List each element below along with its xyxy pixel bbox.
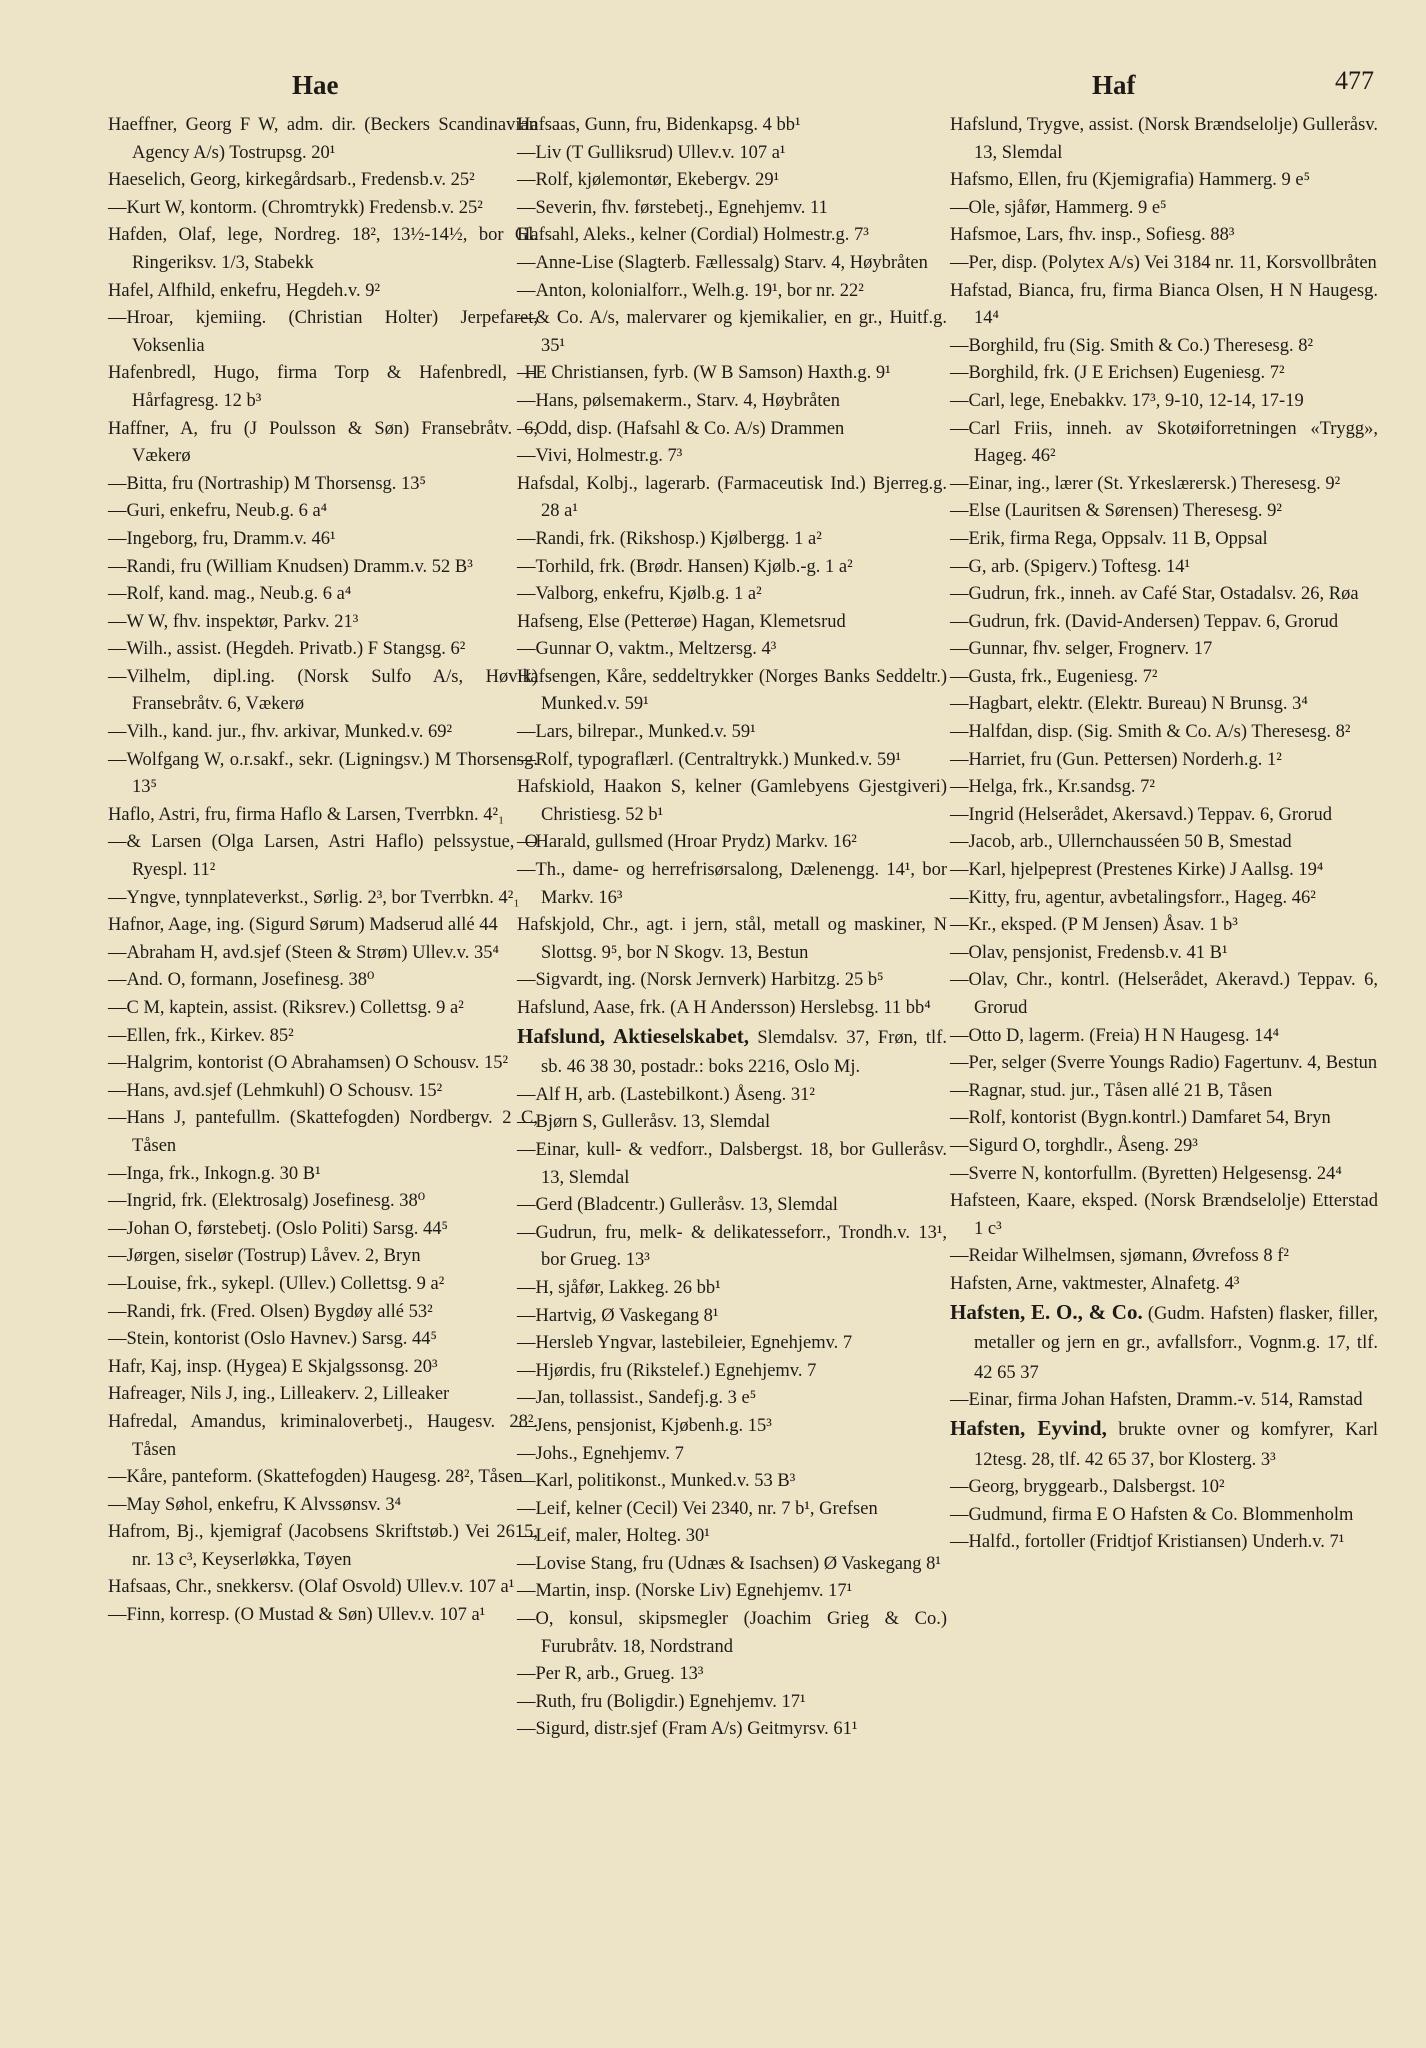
directory-entry: —Halfd., fortoller (Fridtjof Kristiansen) Underh.v. 7¹ xyxy=(950,1532,1345,1553)
directory-entry: Hafseng, Else (Petterøe) Hagan, Klemetsrud xyxy=(517,611,846,632)
directory-entry: —Per R, arb., Grueg. 13³ xyxy=(517,1664,704,1685)
directory-entry: —Sigvardt, ing. (Norsk Jernverk) Harbitzg. 25 b⁵ xyxy=(517,970,884,991)
directory-entry: —Sverre N, kontorfullm. (Byretten) Helgesensg. 24⁴ xyxy=(950,1163,1342,1184)
directory-entry: —Hans J, pantefullm. (Skattefogden) Nordbergv. 2 C, Tåsen xyxy=(108,1108,538,1156)
directory-entry: —Leif, kelner (Cecil) Vei 2340, nr. 7 b¹, Grefsen xyxy=(517,1498,878,1519)
directory-entry: —Gudrun, fru, melk- & delikatesseforr., Trondh.v. 13¹, bor Grueg. 13³ xyxy=(517,1222,947,1271)
directory-entry: Hafskjold, Chr., agt. i jern, stål, metall og maskiner, N Slottsg. 9⁵, bor N Skogv. 13, Bestun xyxy=(517,915,947,963)
directory-entry: —Randi, fru (William Knudsen) Dramm.v. 52 B³ xyxy=(108,556,473,577)
directory-entry: Hafsmoe, Lars, fhv. insp., Sofiesg. 88³ xyxy=(950,225,1235,246)
directory-entry: Haffner, A, fru (J Poulsson & Søn) Fransebråtv. 6, Vækerø xyxy=(108,418,538,467)
directory-entry: Hafstad, Bianca, fru, firma Bianca Olsen, H N Haugesg. 14⁴ xyxy=(950,280,1378,329)
directory-entry: Haeselich, Georg, kirkegårdsarb., Fredensb.v. 25² xyxy=(108,170,475,191)
directory-entry: —Liv (T Gulliksrud) Ullev.v. 107 a¹ xyxy=(517,142,786,163)
entry-heading: Hafsten, Eyvind, xyxy=(950,1415,1107,1440)
directory-entry: —Ingrid, frk. (Elektrosalg) Josefinesg. 38⁰ xyxy=(108,1191,426,1212)
directory-entry: —Hagbart, elektr. (Elektr. Bureau) N Brunsg. 3⁴ xyxy=(950,694,1308,715)
directory-entry: —Ingeborg, fru, Dramm.v. 46¹ xyxy=(108,528,336,549)
directory-entry: —Jørgen, siselør (Tostrup) Låvev. 2, Bryn xyxy=(108,1246,421,1267)
directory-entry xyxy=(517,1023,947,1082)
header-right-guide-word: Haf xyxy=(1092,70,1136,100)
directory-entry: —Erik, firma Rega, Oppsalv. 11 B, Oppsal xyxy=(950,528,1268,549)
directory-entry: Hafrom, Bj., kjemigraf (Jacobsens Skriftstøb.) Vei 2615, nr. 13 c³, Keyserløkka, Tøyen xyxy=(108,1522,538,1570)
directory-entry: —& Co. A/s, malervarer og kjemikalier, en gr., Huitf.g. 35¹ xyxy=(517,308,947,356)
directory-entry: —Per, disp. (Polytex A/s) Vei 3184 nr. 11, Korsvollbråten xyxy=(950,252,1377,273)
directory-entry: Hafel, Alfhild, enkefru, Hegdeh.v. 9² xyxy=(108,280,380,301)
directory-entry: —Lars, bilrepar., Munked.v. 59¹ xyxy=(517,722,756,743)
directory-entry: —Wolfgang W, o.r.sakf., sekr. (Ligningsv.) M Thorsensg. 13⁵ xyxy=(108,749,538,798)
directory-entry: —Harald, gullsmed (Hroar Prydz) Markv. 16² xyxy=(517,832,857,853)
directory-entry: —Gunnar O, vaktm., Meltzersg. 4³ xyxy=(517,639,777,660)
directory-entry: —Einar, kull- & vedforr., Dalsbergst. 18, bor Gulleråsv. 13, Slemdal xyxy=(517,1139,947,1188)
column-2 xyxy=(517,112,947,1744)
entry-heading: Hafslund, Aktieselskabet, xyxy=(517,1023,749,1048)
directory-entry: Hafsdal, Kolbj., lagerarb. (Farmaceutisk Ind.) Bjerreg.g. 28 a¹ xyxy=(517,473,947,522)
directory-entry: —Anne-Lise (Slagterb. Fællessalg) Starv. 4, Høybråten xyxy=(517,252,928,273)
directory-entry: —Vilh., kand. jur., fhv. arkivar, Munked.v. 69² xyxy=(108,722,453,743)
directory-entry: —Olav, Chr., kontrl. (Helserådet, Akeravd.) Teppav. 6, Grorud xyxy=(950,970,1378,1018)
directory-entry: —Kåre, panteform. (Skattefogden) Haugesg. 28², Tåsen xyxy=(108,1467,523,1488)
directory-entry: Hafr, Kaj, insp. (Hygea) E Skjalgssonsg. 20³ xyxy=(108,1356,438,1377)
directory-entry: Haeffner, Georg F W, adm. dir. (Beckers Scandinavian Agency A/s) Tostrupsg. 20¹ xyxy=(108,115,538,163)
directory-entry: Hafslund, Trygve, assist. (Norsk Brændselolje) Gulleråsv. 13, Slemdal xyxy=(950,115,1378,163)
directory-entry: —Anton, kolonialforr., Welh.g. 19¹, bor nr. 22² xyxy=(517,280,864,301)
directory-entry: —Sigurd O, torghdlr., Åseng. 29³ xyxy=(950,1135,1198,1156)
directory-entry: —Ellen, frk., Kirkev. 85² xyxy=(108,1025,294,1046)
directory-entry: —Odd, disp. (Hafsahl & Co. A/s) Drammen xyxy=(517,418,845,439)
column-1 xyxy=(108,112,538,1630)
directory-entry: —Halfdan, disp. (Sig. Smith & Co. A/s) Theresesg. 8² xyxy=(950,722,1351,743)
directory-entry: —Bjørn S, Gulleråsv. 13, Slemdal xyxy=(517,1112,771,1133)
directory-entry: —Vivi, Holmestr.g. 7³ xyxy=(517,446,683,467)
directory-entry: —Yngve, tynnplateverkst., Sørlig. 2³, bor Tverrbkn. 4²₁ xyxy=(108,887,520,908)
directory-entry: —Hans, avd.sjef (Lehmkuhl) O Schousv. 15² xyxy=(108,1080,443,1101)
directory-entry: —Gudrun, frk., inneh. av Café Star, Ostadalsv. 26, Røa xyxy=(950,584,1359,605)
directory-entry: Hafreager, Nils J, ing., Lilleakerv. 2, Lilleaker xyxy=(108,1384,450,1405)
entry-heading: Hafsten, E. O., & Co. xyxy=(950,1299,1143,1324)
directory-entry: —Johan O, førstebetj. (Oslo Politi) Sarsg. 44⁵ xyxy=(108,1218,448,1239)
directory-entry: —Per, selger (Sverre Youngs Radio) Fagertunv. 4, Bestun xyxy=(950,1053,1378,1074)
directory-entry: —Jan, tollassist., Sandefj.g. 3 e⁵ xyxy=(517,1388,757,1409)
directory-entry: —Valborg, enkefru, Kjølb.g. 1 a² xyxy=(517,584,762,605)
page-header xyxy=(0,58,1426,108)
directory-entry: —Georg, bryggearb., Dalsbergst. 10² xyxy=(950,1477,1225,1498)
directory-entry: —Rolf, kjølemontør, Ekebergv. 29¹ xyxy=(517,170,780,191)
directory-entry xyxy=(950,1299,1378,1388)
directory-entry: Hafsengen, Kåre, seddeltrykker (Norges Banks Seddeltr.) Munked.v. 59¹ xyxy=(517,666,947,715)
directory-entry: Hafnor, Aage, ing. (Sigurd Sørum) Madserud allé 44 xyxy=(108,915,498,936)
directory-entry: —Borghild, fru (Sig. Smith & Co.) Theresesg. 8² xyxy=(950,335,1314,356)
directory-entry: —E Christiansen, fyrb. (W B Samson) Haxth.g. 9¹ xyxy=(517,363,891,384)
directory-entry: —Harriet, fru (Gun. Pettersen) Norderh.g. 1² xyxy=(950,749,1282,770)
directory-entry: —Inga, frk., Inkogn.g. 30 B¹ xyxy=(108,1163,321,1184)
directory-entry: —Hersleb Yngvar, lastebileier, Egnehjemv. 7 xyxy=(517,1333,853,1354)
directory-entry: Haflo, Astri, fru, firma Haflo & Larsen, Tverrbkn. 4²₁ xyxy=(108,804,505,825)
directory-entry: —Gudrun, frk. (David-Andersen) Teppav. 6, Grorud xyxy=(950,611,1339,632)
directory-entry: —Gunnar, fhv. selger, Frognerv. 17 xyxy=(950,639,1213,660)
entry-details: (Gudm. Hafsten) flasker, filler, metaller og jern en gr., avfallsforr., Vognm.g. 17, tlf. 42 65 37 xyxy=(974,1303,1378,1383)
page-number: 477 xyxy=(1335,66,1374,95)
directory-entry: —Randi, frk. (Rikshosp.) Kjølbergg. 1 a² xyxy=(517,528,822,549)
directory-entry: —Hroar, kjemiing. (Christian Holter) Jerpefaret, Voksenlia xyxy=(108,308,538,356)
directory-entry: —Gudmund, firma E O Hafsten & Co. Blommenholm xyxy=(950,1504,1354,1525)
directory-entry: —Kitty, fru, agentur, avbetalingsforr., Hageg. 46² xyxy=(950,887,1316,908)
directory-entry: —Torhild, frk. (Brødr. Hansen) Kjølb.-g. 1 a² xyxy=(517,556,853,577)
directory-entry: Hafsaas, Gunn, fru, Bidenkapsg. 4 bb¹ xyxy=(517,115,801,135)
directory-entry: —Halgrim, kontorist (O Abrahamsen) O Schousv. 15² xyxy=(108,1053,508,1074)
directory-entry: —Karl, hjelpeprest (Prestenes Kirke) J Aallsg. 19⁴ xyxy=(950,860,1324,881)
directory-entry: —Abraham H, avd.sjef (Steen & Strøm) Ullev.v. 35⁴ xyxy=(108,942,499,963)
directory-entry: —Johs., Egnehjemv. 7 xyxy=(517,1443,684,1464)
directory-entry: —Hartvig, Ø Vaskegang 8¹ xyxy=(517,1305,719,1326)
directory-entry: —Jacob, arb., Ullernchausséen 50 B, Smestad xyxy=(950,832,1292,853)
directory-entry: —Th., dame- og herrefrisørsalong, Dælenengg. 14¹, bor Markv. 16³ xyxy=(517,860,947,908)
directory-entry: —Hjørdis, fru (Rikstelef.) Egnehjemv. 7 xyxy=(517,1360,817,1381)
directory-entry: —O, konsul, skipsmegler (Joachim Grieg & Co.) Furubråtv. 18, Nordstrand xyxy=(517,1609,947,1657)
directory-entry: —Ingrid (Helserådet, Akersavd.) Teppav. 6, Grorud xyxy=(950,804,1332,825)
directory-entry: Hafslund, Aase, frk. (A H Andersson) Herslebsg. 11 bb⁴ xyxy=(517,998,931,1018)
entry-details: Slemdalsv. 37, Frøn, tlf. sb. 46 38 30, postadr.: boks 2216, Oslo Mj. xyxy=(541,1027,947,1078)
directory-entry: —W W, fhv. inspektør, Parkv. 21³ xyxy=(108,611,359,632)
directory-entry: —Ole, sjåfør, Hammerg. 9 e⁵ xyxy=(950,197,1167,218)
directory-entry: —Carl, lege, Enebakkv. 17³, 9-10, 12-14, 17-19 xyxy=(950,390,1304,411)
directory-entry xyxy=(950,1415,1378,1474)
directory-entry: —Hans, pølsemakerm., Starv. 4, Høybråten xyxy=(517,390,840,411)
directory-entry: —H, sjåfør, Lakkeg. 26 bb¹ xyxy=(517,1277,721,1298)
directory-entry: Hafsahl, Aleks., kelner (Cordial) Holmestr.g. 7³ xyxy=(517,225,869,246)
directory-entry: —May Søhol, enkefru, K Alvssønsv. 3⁴ xyxy=(108,1494,402,1515)
directory-entry: Hafden, Olaf, lege, Nordreg. 18², 13½-14½, bor Gl. Ringeriksv. 1/3, Stabekk xyxy=(108,225,538,273)
directory-entry: —Helga, frk., Kr.sandsg. 7² xyxy=(950,777,1155,798)
directory-entry: —Ragnar, stud. jur., Tåsen allé 21 B, Tåsen xyxy=(950,1080,1273,1101)
directory-entry: —Otto D, lagerm. (Freia) H N Haugesg. 14⁴ xyxy=(950,1025,1280,1046)
directory-entry: —& Larsen (Olga Larsen, Astri Haflo) pelssystue, O Ryespl. 11² xyxy=(108,832,538,881)
directory-entry: —Kurt W, kontorm. (Chromtrykk) Fredensb.v. 25² xyxy=(108,197,483,218)
directory-entry: —Olav, pensjonist, Fredensb.v. 41 B¹ xyxy=(950,942,1228,963)
directory-entry: —Vilhelm, dipl.ing. (Norsk Sulfo A/s, Høvik) Fransebråtv. 6, Vækerø xyxy=(108,666,538,715)
directory-entry: —Carl Friis, inneh. av Skotøiforretningen «Trygg», Hageg. 46² xyxy=(950,418,1378,467)
directory-entry: —Einar, firma Johan Hafsten, Dramm.-v. 514, Ramstad xyxy=(950,1390,1363,1411)
column-3 xyxy=(950,112,1378,1557)
directory-entry: —Rolf, typograflærl. (Centraltrykk.) Munked.v. 59¹ xyxy=(517,749,902,770)
directory-entry: —Sigurd, distr.sjef (Fram A/s) Geitmyrsv. 61¹ xyxy=(517,1719,858,1740)
entry-details: brukte ovner og komfyrer, Karl 12tesg. 28, tlf. 42 65 37, bor Klosterg. 3³ xyxy=(974,1419,1378,1470)
directory-entry: —Guri, enkefru, Neub.g. 6 a⁴ xyxy=(108,501,328,522)
directory-entry: —Randi, frk. (Fred. Olsen) Bygdøy allé 53² xyxy=(108,1301,433,1322)
directory-entry: —Alf H, arb. (Lastebilkont.) Åseng. 31² xyxy=(517,1084,815,1105)
directory-entry: —Lovise Stang, fru (Udnæs & Isachsen) Ø Vaskegang 8¹ xyxy=(517,1553,941,1574)
directory-entry: —Leif, maler, Holteg. 30¹ xyxy=(517,1526,710,1547)
directory-entry: —Gerd (Bladcentr.) Gulleråsv. 13, Slemdal xyxy=(517,1195,838,1216)
directory-entry: —Karl, politikonst., Munked.v. 53 B³ xyxy=(517,1471,796,1492)
directory-entry: Hafsten, Arne, vaktmester, Alnafetg. 4³ xyxy=(950,1273,1240,1294)
directory-entry: —Bitta, fru (Nortraship) M Thorsensg. 13⁵ xyxy=(108,473,426,494)
directory-entry: —Martin, insp. (Norske Liv) Egnehjemv. 17¹ xyxy=(517,1581,853,1602)
directory-entry: —Jens, pensjonist, Kjøbenh.g. 15³ xyxy=(517,1415,772,1436)
directory-entry: —Rolf, kontorist (Bygn.kontrl.) Damfaret 54, Bryn xyxy=(950,1108,1331,1129)
directory-entry: —Gusta, frk., Eugeniesg. 7² xyxy=(950,666,1158,687)
directory-entry: —And. O, formann, Josefinesg. 38⁰ xyxy=(108,970,375,991)
directory-entry: —Severin, fhv. førstebetj., Egnehjemv. 11 xyxy=(517,197,828,218)
directory-entry: —Kr., eksped. (P M Jensen) Åsav. 1 b³ xyxy=(950,915,1238,936)
directory-entry: —Stein, kontorist (Oslo Havnev.) Sarsg. 44⁵ xyxy=(108,1329,437,1350)
directory-entry: —Else (Lauritsen & Sørensen) Theresesg. 9² xyxy=(950,501,1282,522)
directory-entry: Hafskiold, Haakon S, kelner (Gamlebyens Gjestgiveri) Christiesg. 52 b¹ xyxy=(517,777,947,825)
directory-entry: —Wilh., assist. (Hegdeh. Privatb.) F Stangsg. 6² xyxy=(108,639,466,660)
directory-entry: —Borghild, frk. (J E Erichsen) Eugeniesg. 7² xyxy=(950,363,1285,384)
directory-entry: Hafsmo, Ellen, fru (Kjemigrafia) Hammerg. 9 e⁵ xyxy=(950,170,1311,191)
directory-entry: —Finn, korresp. (O Mustad & Søn) Ullev.v. 107 a¹ xyxy=(108,1605,486,1626)
directory-entry: —Louise, frk., sykepl. (Ullev.) Collettsg. 9 a² xyxy=(108,1273,445,1294)
directory-entry: —Einar, ing., lærer (St. Yrkeslærersk.) Theresesg. 9² xyxy=(950,473,1341,494)
directory-entry: —Reidar Wilhelmsen, sjømann, Øvrefoss 8 f² xyxy=(950,1246,1289,1267)
directory-entry: —Ruth, fru (Boligdir.) Egnehjemv. 17¹ xyxy=(517,1691,806,1712)
directory-entry: Hafenbredl, Hugo, firma Torp & Hafenbredl, H Hårfagresg. 12 b³ xyxy=(108,363,538,411)
header-left-guide-word: Hae xyxy=(292,70,339,100)
directory-entry: —Rolf, kand. mag., Neub.g. 6 a⁴ xyxy=(108,584,352,605)
directory-entry: —C M, kaptein, assist. (Riksrev.) Collettsg. 9 a² xyxy=(108,998,464,1018)
directory-entry: Hafsaas, Chr., snekkersv. (Olaf Osvold) Ullev.v. 107 a¹ xyxy=(108,1577,515,1598)
directory-entry: —G, arb. (Spigerv.) Toftesg. 14¹ xyxy=(950,556,1191,577)
directory-entry: Hafsteen, Kaare, eksped. (Norsk Brændselolje) Etterstad 1 c³ xyxy=(950,1191,1378,1239)
directory-entry: Hafredal, Amandus, kriminaloverbetj., Haugesv. 28². Tåsen xyxy=(108,1411,538,1460)
